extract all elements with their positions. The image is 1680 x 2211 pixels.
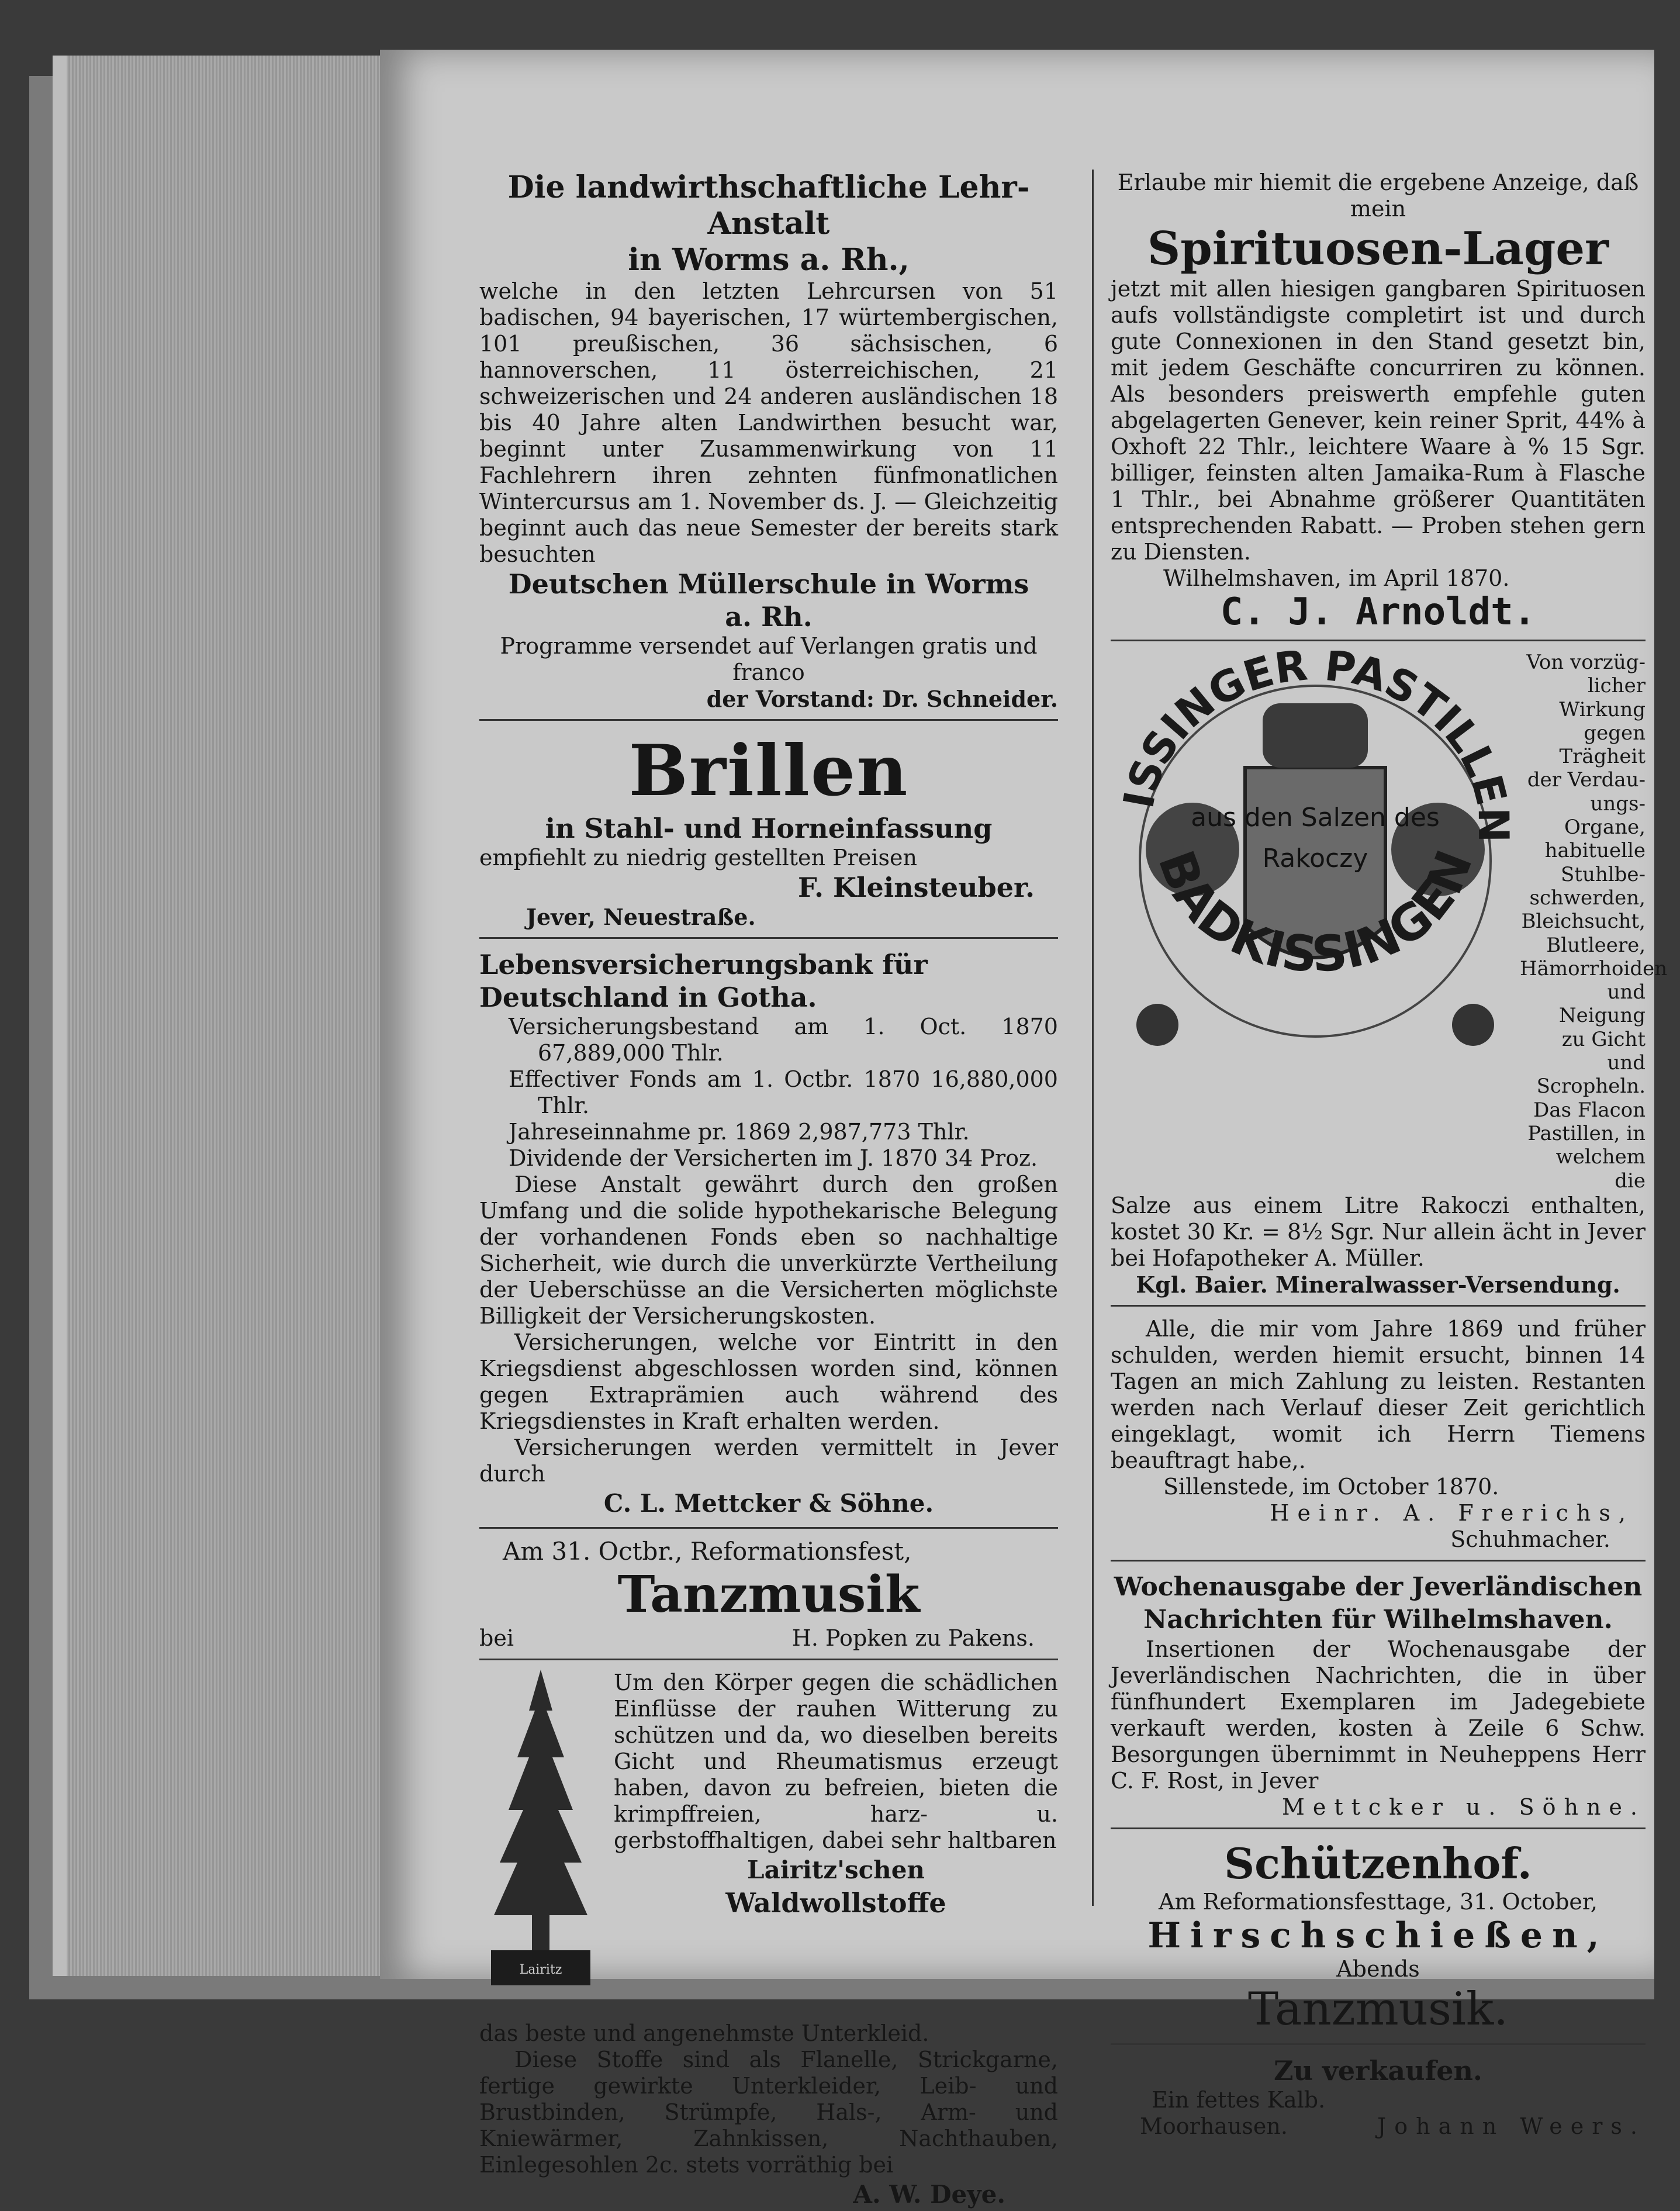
ad-dateline: Sillenstede, im October 1870. bbox=[1163, 1473, 1499, 1500]
ad-music: Tanzmusik. bbox=[1247, 1982, 1509, 2036]
ad-place-row bbox=[479, 1625, 1058, 1652]
ad-title: Waldwollstoffe bbox=[725, 1887, 946, 1919]
emblem-text-mid2: Rakoczy bbox=[1262, 844, 1368, 873]
ad-line: Jahreseinnahme pr. 1869 2,987,773 Thlr. bbox=[509, 1119, 970, 1145]
ad-body: Diese Stoffe sind als Flanelle, Strickgarne, fertige gewirkte Unterkleider, Leib- und Brustbinden, Strümpfe, Hals-, Arm- und Kniewärmer, Zahnkissen, Nachthauben, Einlegesohlen 2c. stets vorräthig bei bbox=[479, 2047, 1058, 2178]
ad-frerichs bbox=[1111, 1316, 1646, 1553]
ad-schuetzenhof bbox=[1111, 1839, 1646, 2036]
side-line: zu Gicht und bbox=[1561, 1027, 1646, 1075]
ad-bei: bei bbox=[479, 1625, 514, 1651]
ad-wochenausgabe bbox=[1111, 1571, 1646, 1820]
ad-address: Jever, Neuestraße. bbox=[526, 904, 756, 930]
ad-dateline: Wilhelmshaven, im April 1870. bbox=[1163, 565, 1510, 591]
ad-footer-row bbox=[1111, 2113, 1646, 2140]
ad-waldwolle bbox=[479, 1670, 1058, 2211]
ad-body: welche in den letzten Lehrcursen von 51 badischen, 94 bayerischen, 17 würtembergischen, 101 preußischen, 36 sächsischen, 6 hannoverschen, 11 österreichischen, 21 schweizerischen und 24 anderen ausländischen 18 bis 40 Jahre alten Landwirthen besucht war, beginnt unter Zusammenwirkung von 11 Fachlehrern ihren zehnten fünfmonatlichen Wintercursus am 1. November ds. J. — Gleichzeitig beginnt auch das neue Semester der bereits stark besuchten bbox=[479, 278, 1058, 567]
side-line: Von vorzüg- bbox=[1526, 651, 1646, 674]
ad-line: Effectiver Fonds am 1. Octbr. 1870 16,880,000 Thlr. bbox=[509, 1066, 1058, 1118]
ad-signature: C. J. Arnoldt. bbox=[1220, 590, 1536, 634]
side-line: schwerden, bbox=[1529, 886, 1646, 910]
ad-body: Um den Körper gegen die schädlichen Einflüsse der rauhen Witterung zu schützen und da, wo dieselben bereits Gicht und Rheumatismus erzeugt haben, davon zu befreien, bieten die krimpffreien, harz- u. gerbstoffhaltigen, dabei sehr haltbaren bbox=[614, 1670, 1058, 1853]
side-line: Stuhlbe- bbox=[1561, 862, 1646, 886]
ad-signature: A. W. Deye. bbox=[853, 2180, 1005, 2209]
kissingen-row bbox=[1111, 651, 1668, 1193]
ad-name: Johann Weers. bbox=[1377, 2113, 1646, 2139]
kissingen-emblem bbox=[1111, 651, 1520, 1072]
ad-title: Wochenausgabe der Jeverländischen Nachrichten für Wilhelmshaven. bbox=[1114, 1571, 1643, 1635]
ad-line: Dividende der Versicherten im J. 1870 34 Proz. bbox=[509, 1145, 1038, 1171]
ad-paragraph: Diese Anstalt gewährt durch den großen Umfang und die solide hypothekarische Belegung der vorhandenen Fonds eben so nachhaltige Sicherheit, wie durch die unverkürzte Vertheilung der Ueberschüsse an die Versicherten möglichste Billigkeit der Versicherungskosten. bbox=[479, 1172, 1058, 1329]
ad-subtitle-place: a. Rh. bbox=[725, 601, 813, 633]
separator bbox=[1111, 640, 1646, 641]
ad-body: Alle, die mir vom Jahre 1869 und früher schulden, werden hiemit ersucht, binnen 14 Tagen an mich Zahlung zu leisten. Restanten werden nach Verlauf dieser Zeit gerichtlich eingeklagt, womit ich Herrn Tiemens beauftragt habe,. bbox=[1111, 1315, 1646, 1473]
side-line: Bleichsucht, bbox=[1521, 910, 1646, 934]
emblem-text-top: ISSINGER PASTILLEN bbox=[1114, 651, 1519, 843]
ad-body: das beste und angenehmste Unterkleid. bbox=[479, 2020, 929, 2046]
side-line: Hämorrhoiden bbox=[1520, 956, 1668, 980]
separator bbox=[1111, 1560, 1646, 1561]
ad-title: Tanzmusik bbox=[617, 1565, 920, 1624]
separator bbox=[479, 1659, 1058, 1660]
ad-title-place: in Worms a. Rh., bbox=[628, 242, 910, 278]
column-divider bbox=[1092, 170, 1094, 1906]
ad-lebensversicherung bbox=[479, 948, 1058, 1520]
ad-body: jetzt mit allen hiesigen gangbaren Spirituosen aufs vollständigste completirt ist und durch gute Connexionen in den Stand gesetzt bin, mit jedem Geschäfte concurriren zu können. Als besonders preiswerth empfehle guten abgelagerten Genever, kein reiner Sprit, 44% à Oxhoft 22 Thlr., leichtere Waare à % 15 Sgr. billiger, feinsten alten Jamaika-Rum à Flasche 1 Thlr., bei Abnahme größerer Quantitäten entsprechenden Rabatt. — Proben stehen gern zu Diensten. bbox=[1111, 276, 1646, 565]
separator bbox=[1111, 1305, 1646, 1307]
ad-line: Versicherungsbestand am 1. Oct. 1870 67,889,000 Thlr. bbox=[509, 1014, 1058, 1066]
ad-place: Moorhausen. bbox=[1140, 2113, 1288, 2139]
side-line: Scropheln. bbox=[1536, 1075, 1646, 1098]
ad-line: empfiehlt zu niedrig gestellten Preisen bbox=[479, 845, 917, 870]
ad-subtitle: in Stahl- und Horneinfassung bbox=[545, 813, 993, 844]
ad-title: Zu verkaufen. bbox=[1274, 2054, 1482, 2086]
ad-signature: Kgl. Baier. Mineralwasser-Versendung. bbox=[1136, 1271, 1620, 1298]
separator bbox=[1111, 2043, 1646, 2045]
ad-landwirthschaft bbox=[479, 170, 1058, 712]
ad-tanzmusik bbox=[479, 1538, 1058, 1652]
ad-title: Schützenhof. bbox=[1224, 1838, 1532, 1888]
ad-paragraph: Versicherungen, welche vor Eintritt in den Kriegsdienst abgeschlossen worden sind, können gegen Extraprämien auch während des Kriegsdienstes in Kraft erhalten werden. bbox=[479, 1329, 1058, 1434]
ad-trade: Schuhmacher. bbox=[1450, 1526, 1610, 1552]
ad-signature: der Vorstand: Dr. Schneider. bbox=[706, 686, 1058, 712]
ad-brillen bbox=[479, 730, 1058, 930]
ad-name: Heinr. A. Frerichs, bbox=[1270, 1500, 1634, 1526]
ad-title: Lebensversicherungsbank für Deutschland in Gotha. bbox=[479, 949, 928, 1013]
emblem-text-bottom: BADKISSINGEN bbox=[1147, 842, 1484, 984]
side-line: Blutleere, bbox=[1546, 933, 1646, 957]
side-line: Das Flacon bbox=[1533, 1098, 1646, 1122]
side-line: licher Wirkung bbox=[1559, 674, 1646, 721]
ad-signature: Mettcker u. Söhne. bbox=[1281, 1794, 1646, 1820]
ad-title: Lairitz'schen bbox=[747, 1856, 925, 1884]
ad-body: Salze aus einem Litre Rakoczi enthalten, kostet 30 Kr. = 8½ Sgr. Nur allein ächt in Jever bei Hofapotheker A. Müller. bbox=[1111, 1192, 1646, 1271]
ad-item: Ein fettes Kalb. bbox=[1152, 2086, 1326, 2113]
ad-event: Hirschschießen, bbox=[1147, 1915, 1609, 1956]
ad-signature: C. L. Mettcker & Söhne. bbox=[603, 1489, 934, 1518]
kissingen-side-text bbox=[1520, 651, 1668, 1193]
side-line: habituelle bbox=[1544, 839, 1646, 863]
ad-kissingen bbox=[1111, 651, 1668, 1298]
ad-programme: Programme versendet auf Verlangen gratis und franco bbox=[500, 633, 1038, 685]
ad-line: Am 31. Octbr., Reformationsfest, bbox=[503, 1537, 912, 1566]
ad-title: Spirituosen-Lager bbox=[1147, 222, 1609, 275]
separator bbox=[1111, 1827, 1646, 1829]
side-line: gegen Trägheit bbox=[1559, 721, 1646, 769]
ad-spirituosen bbox=[1111, 170, 1646, 633]
ad-name: F. Kleinsteuber. bbox=[797, 872, 1035, 903]
tree-label: Lairitz bbox=[519, 1963, 562, 1977]
side-line: welchem die bbox=[1555, 1145, 1646, 1193]
side-line: und Neigung bbox=[1558, 980, 1646, 1028]
separator bbox=[479, 1527, 1058, 1529]
separator bbox=[479, 719, 1058, 721]
left-column bbox=[479, 170, 1058, 2211]
fir-tree-illustration bbox=[479, 1670, 602, 2020]
book-page-edges bbox=[53, 56, 394, 1976]
ad-paragraph: Versicherungen werden vermittelt in Jever durch bbox=[479, 1435, 1058, 1487]
ad-abends: Abends bbox=[1336, 1956, 1420, 1982]
emblem-text-mid1: aus den Salzen des bbox=[1191, 803, 1440, 832]
ad-title: Die landwirthschaftliche Lehr-Anstalt bbox=[507, 170, 1030, 241]
ad-body: Insertionen der Wochenausgabe der Jeverländischen Nachrichten, die in über fünfhundert Exemplaren im Jadegebiete verkauft werden, kosten à Zeile 6 Schw. Besorgungen übernimmt in Neuheppens Herr C. F. Rost, in Jever bbox=[1111, 1636, 1646, 1794]
side-line: Pastillen, in bbox=[1527, 1121, 1646, 1145]
ad-line: Am Reformationsfesttage, 31. October, bbox=[1159, 1888, 1598, 1915]
side-line: ungs-Organe, bbox=[1564, 792, 1646, 840]
ad-place: H. Popken zu Pakens. bbox=[791, 1625, 1035, 1651]
separator bbox=[479, 937, 1058, 939]
ad-title: Brillen bbox=[628, 730, 909, 812]
ad-subtitle: Deutschen Müllerschule in Worms bbox=[508, 568, 1029, 600]
ad-intro: Erlaube mir hiemit die ergebene Anzeige, daß mein bbox=[1117, 170, 1639, 222]
right-column bbox=[1111, 170, 1668, 2140]
ad-verkaufen bbox=[1111, 2054, 1646, 2140]
side-line: der Verdau- bbox=[1527, 768, 1646, 792]
